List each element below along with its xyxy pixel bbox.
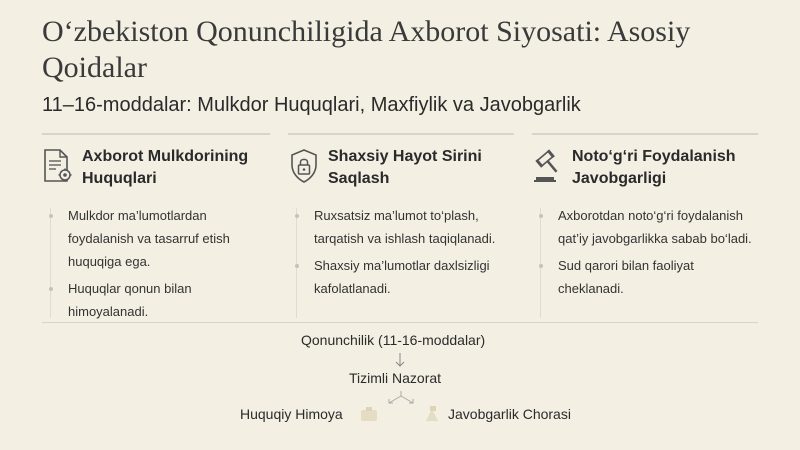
list-item: Sud qarori bilan faoliyat cheklanadi. [558, 254, 762, 300]
column-title: Axborot Mulkdorining Huquqlari [82, 148, 249, 187]
arrow-down-icon [394, 352, 406, 368]
page-title: O‘zbekiston Qonunchiligida Axborot Siyosati: Asosiy Qoidalar [42, 15, 691, 84]
flow-node-control: Tizimli Nazorat [349, 370, 442, 386]
flow-node-protection: Huquqiy Himoya [240, 406, 343, 422]
flow-node-legislation: Qonunchilik (11-16-moddalar) [301, 332, 486, 348]
branch-arrows-icon [384, 390, 418, 406]
column-title: Noto‘g‘ri Foydalanish Javobgarligi [572, 148, 736, 187]
list-item: Mulkdor ma’lumotlardan foydalanish va tasarruf etish huquqiga ega. [68, 204, 272, 273]
list-item: Axborotdan noto‘g‘ri foydalanish qat’iy javobgarlikka sabab bo‘ladi. [558, 204, 762, 250]
shield-lock-icon [288, 148, 320, 184]
document-gear-icon [42, 148, 74, 184]
column-owner-rights [42, 146, 272, 327]
gavel-icon [532, 148, 564, 184]
page-subtitle: 11–16-moddalar: Mulkdor Huquqlari, Maxfiylik va Javobgarlik [42, 94, 581, 116]
column-list [532, 204, 762, 300]
flow-node-liability: Javobgarlik Chorasi [448, 406, 571, 422]
list-item: Huquqlar qonun bilan himoyalanadi. [68, 277, 272, 323]
scales-icon [358, 404, 380, 424]
column-privacy [288, 146, 518, 304]
column-list [42, 204, 272, 323]
column-list [288, 204, 518, 300]
list-item: Ruxsatsiz ma’lumot to‘plash, tarqatish va ishlash taqiqlanadi. [314, 204, 518, 250]
gavel-small-icon [421, 404, 443, 424]
column-liability [532, 146, 762, 304]
divider-top-3 [532, 133, 758, 135]
divider-top-2 [288, 133, 514, 135]
column-title: Shaxsiy Hayot Sirini Saqlash [328, 148, 482, 187]
divider-top-1 [42, 133, 270, 135]
list-item: Shaxsiy ma’lumotlar daxlsizligi kafolatlanadi. [314, 254, 518, 300]
divider-bottom [42, 322, 758, 323]
